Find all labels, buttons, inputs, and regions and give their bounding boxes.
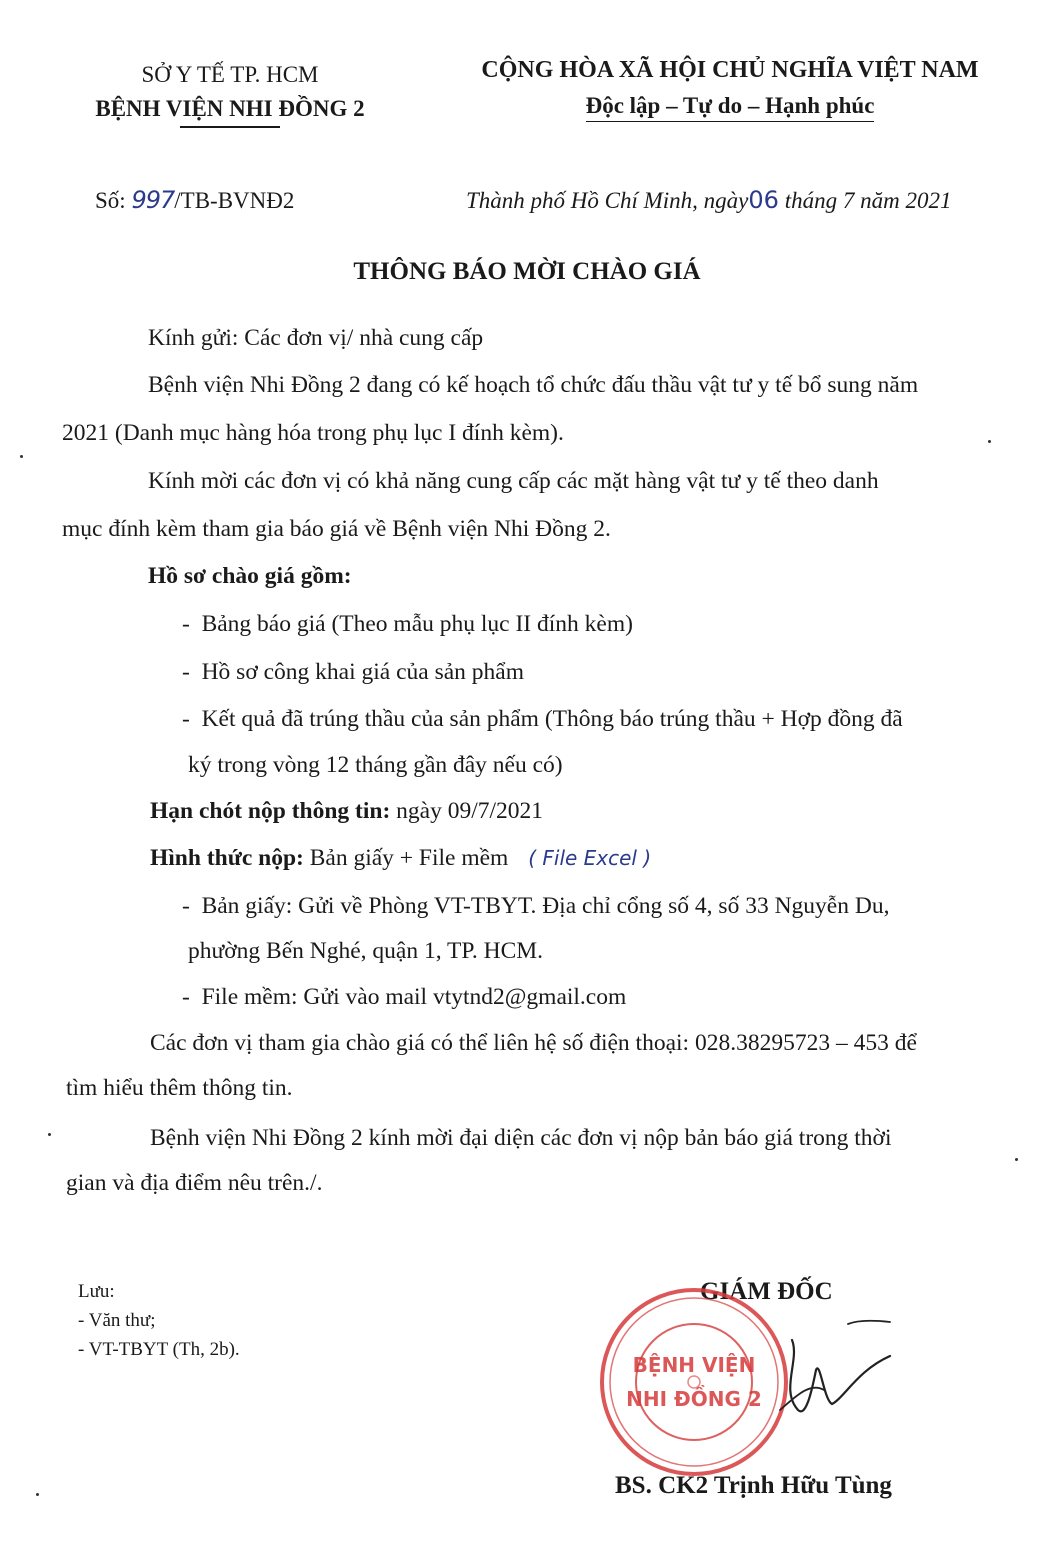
header-country: CỘNG HÒA XÃ HỘI CHỦ NGHĨA VIỆT NAM bbox=[481, 57, 979, 83]
deadline-label: Hạn chót nộp thông tin: bbox=[150, 798, 391, 824]
director-title: GIÁM ĐỐC bbox=[700, 1278, 833, 1305]
scan-speck bbox=[20, 455, 23, 458]
dossier-heading: Hồ sơ chào giá gồm: bbox=[148, 563, 352, 589]
para1-line1: Bệnh viện Nhi Đồng 2 đang có kế hoạch tổ chức đấu thầu vật tư y tế bổ sung năm bbox=[148, 372, 919, 398]
distribution-item-2: - VT-TBYT (Th, 2b). bbox=[78, 1339, 240, 1360]
stamp-text-1: BỆNH VIỆN bbox=[632, 1353, 756, 1377]
para1-line2: 2021 (Danh mục hàng hóa trong phụ lục I đính kèm). bbox=[62, 420, 564, 446]
document-number-suffix: /TB-BVNĐ2 bbox=[174, 188, 295, 213]
method-item-2: - File mềm: Gửi vào mail vtytnd2@gmail.com bbox=[182, 984, 627, 1010]
date-suffix: tháng 7 năm 2021 bbox=[784, 188, 952, 213]
method-item-1: - Bản giấy: Gửi về Phòng VT-TBYT. Địa chỉ cổng số 4, số 33 Nguyễn Du, bbox=[182, 893, 890, 919]
document-number-handwritten: 997 bbox=[131, 186, 175, 214]
document-number-label: Số: bbox=[95, 188, 126, 213]
document-title: THÔNG BÁO MỜI CHÀO GIÁ bbox=[353, 258, 701, 285]
dossier-item-1: - Bảng báo giá (Theo mẫu phụ lục II đính kèm) bbox=[182, 611, 633, 637]
director-signature bbox=[740, 1300, 900, 1450]
method-handwritten-note: ( File Excel ) bbox=[528, 846, 652, 870]
signer-name: BS. CK2 Trịnh Hữu Tùng bbox=[615, 1472, 892, 1499]
document-number bbox=[95, 186, 294, 214]
deadline bbox=[150, 798, 543, 825]
header-hospital: BỆNH VIỆN NHI ĐỒNG 2 bbox=[95, 96, 365, 121]
dossier-item-3: - Kết quả đã trúng thầu của sản phẩm (Thông báo trúng thầu + Hợp đồng đã bbox=[182, 706, 903, 732]
header-motto: Độc lập – Tự do – Hạnh phúc bbox=[586, 91, 875, 122]
method-item-1-cont: phường Bến Nghé, quận 1, TP. HCM. bbox=[188, 938, 544, 964]
header-left-underline bbox=[180, 126, 280, 128]
deadline-value: ngày 09/7/2021 bbox=[396, 798, 544, 824]
para2-line1: Kính mời các đơn vị có khả năng cung cấp các mặt hàng vật tư y tế theo danh bbox=[148, 468, 879, 494]
distribution-list bbox=[78, 1277, 240, 1364]
date-day-handwritten: 06 bbox=[748, 186, 779, 214]
header-ministry: SỞ Y TẾ TP. HCM bbox=[141, 62, 319, 87]
method-value: Bản giấy + File mềm bbox=[309, 845, 509, 871]
contact-line1: Các đơn vị tham gia chào giá có thể liên hệ số điện thoại: 028.38295723 – 453 để bbox=[150, 1030, 917, 1056]
date-prefix: Thành phố Hồ Chí Minh, ngày bbox=[466, 188, 749, 213]
closing-line2: gian và địa điểm nêu trên./. bbox=[66, 1170, 323, 1196]
para2-line2: mục đính kèm tham gia báo giá về Bệnh viện Nhi Đồng 2. bbox=[62, 516, 611, 542]
closing-line1: Bệnh viện Nhi Đồng 2 kính mời đại diện các đơn vị nộp bản báo giá trong thời bbox=[150, 1125, 892, 1151]
contact-line2: tìm hiểu thêm thông tin. bbox=[66, 1075, 293, 1101]
document-date bbox=[466, 186, 951, 214]
distribution-item-1: - Văn thư; bbox=[78, 1310, 156, 1331]
header-agency bbox=[60, 58, 400, 128]
distribution-title: Lưu: bbox=[78, 1281, 115, 1302]
header-nation bbox=[420, 52, 1040, 124]
scan-speck bbox=[1015, 1158, 1018, 1161]
stamp-text-2: NHI ĐỒNG 2 bbox=[626, 1387, 762, 1411]
scan-speck bbox=[48, 1133, 51, 1136]
greeting: Kính gửi: Các đơn vị/ nhà cung cấp bbox=[148, 325, 484, 351]
method-label: Hình thức nộp: bbox=[150, 845, 304, 871]
dossier-item-3-cont: ký trong vòng 12 tháng gần đây nếu có) bbox=[188, 752, 563, 778]
dossier-item-2: - Hồ sơ công khai giá của sản phẩm bbox=[182, 659, 524, 685]
submission-method bbox=[150, 845, 651, 872]
scan-speck bbox=[988, 440, 991, 443]
scan-speck bbox=[36, 1493, 39, 1496]
